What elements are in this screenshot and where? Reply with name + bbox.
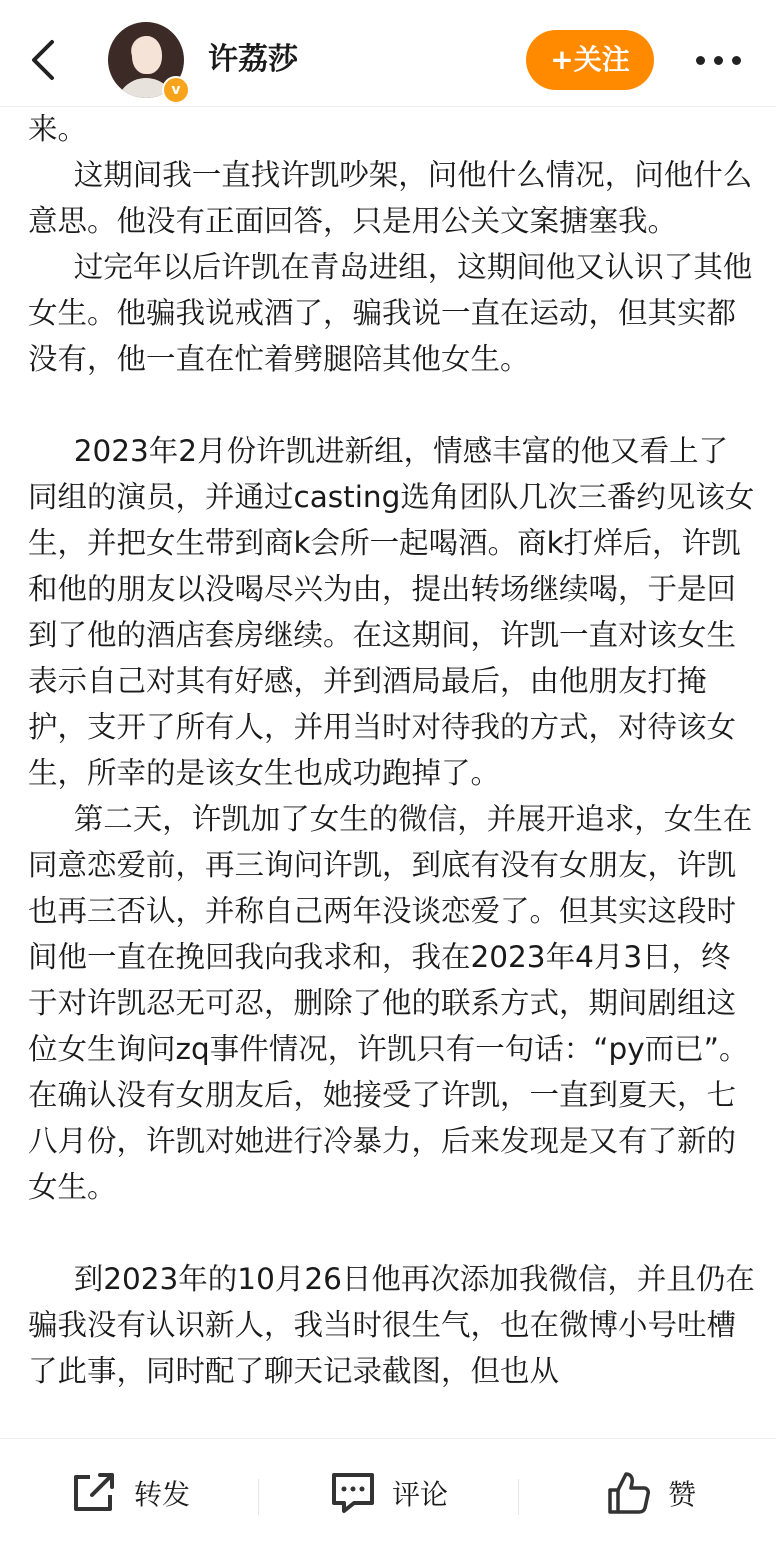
more-button[interactable]: [690, 40, 746, 80]
post-paragraph: 过完年以后许凯在青岛进组，这期间他又认识了其他女生。他骗我说戒酒了，骗我说一直在运动，但其实都没有，他一直在忙着劈腿陪其他女生。: [28, 250, 753, 376]
post-paragraph: 这期间我一直找许凯吵架，问他什么情况，问他什么意思。他没有正面回答，只是用公关文案搪塞我。: [28, 158, 753, 238]
comment-label: 评论: [392, 1478, 449, 1511]
more-dots-icon: [696, 56, 705, 65]
repost-icon: [70, 1471, 118, 1515]
avatar[interactable]: [108, 22, 184, 98]
back-button[interactable]: [26, 38, 62, 82]
repost-button[interactable]: [70, 1439, 190, 1547]
post-paragraph: 来。: [28, 112, 88, 146]
more-dot: [714, 56, 723, 65]
avatar-face: [132, 36, 162, 74]
post-body: [28, 106, 756, 1438]
divider: [518, 1479, 519, 1515]
follow-button[interactable]: +关注: [526, 30, 654, 90]
thumbs-up-icon: [606, 1470, 652, 1516]
post-paragraph: 第二天，许凯加了女生的微信，并展开追求，女生在同意恋爱前，再三询问许凯，到底有没有女朋友，许凯也再三否认，并称自己两年没谈恋爱了。但其实这段时间他一直在挽回我向我求和，我在2023年4月3日，终于对许凯忍无可忍，删除了他的联系方式，期间剧组这位女生询问zq事件情况，许凯只有一句话：“py而已”。在确认没有女朋友后，她接受了许凯，一直到夏天，七八月份，许凯对她进行冷暴力，后来发现是又有了新的女生。: [28, 802, 753, 1204]
divider: [258, 1479, 259, 1515]
like-label: 赞: [668, 1478, 697, 1511]
comment-icon: [330, 1471, 376, 1515]
bottom-action-bar: [0, 1438, 776, 1547]
chevron-left-icon: [26, 38, 62, 82]
repost-label: 转发: [134, 1478, 191, 1511]
comment-button[interactable]: [330, 1439, 448, 1547]
top-nav-bar: [0, 0, 776, 107]
more-dot: [732, 56, 741, 65]
verified-badge-icon: v: [162, 76, 190, 104]
post-paragraph: 2023年2月份许凯进新组，情感丰富的他又看上了同组的演员，并通过casting选角团队几次三番约见该女生，并把女生带到商k会所一起喝酒。商k打烊后，许凯和他的朋友以没喝尽兴为由，提出转场继续喝，于是回到了他的酒店套房继续。在这期间，许凯一直对该女生表示自己对其有好感，并到酒局最后，由他朋友打掩护，支开了所有人，并用当时对待我的方式，对待该女生，所幸的是该女生也成功跑掉了。: [28, 434, 755, 790]
post-paragraph: 到2023年的10月26日他再次添加我微信，并且仍在骗我没有认识新人，我当时很生气，也在微博小号吐槽了此事，同时配了聊天记录截图，但也从: [28, 1262, 755, 1388]
like-button[interactable]: [606, 1439, 696, 1547]
username[interactable]: 许荔莎: [208, 42, 298, 77]
